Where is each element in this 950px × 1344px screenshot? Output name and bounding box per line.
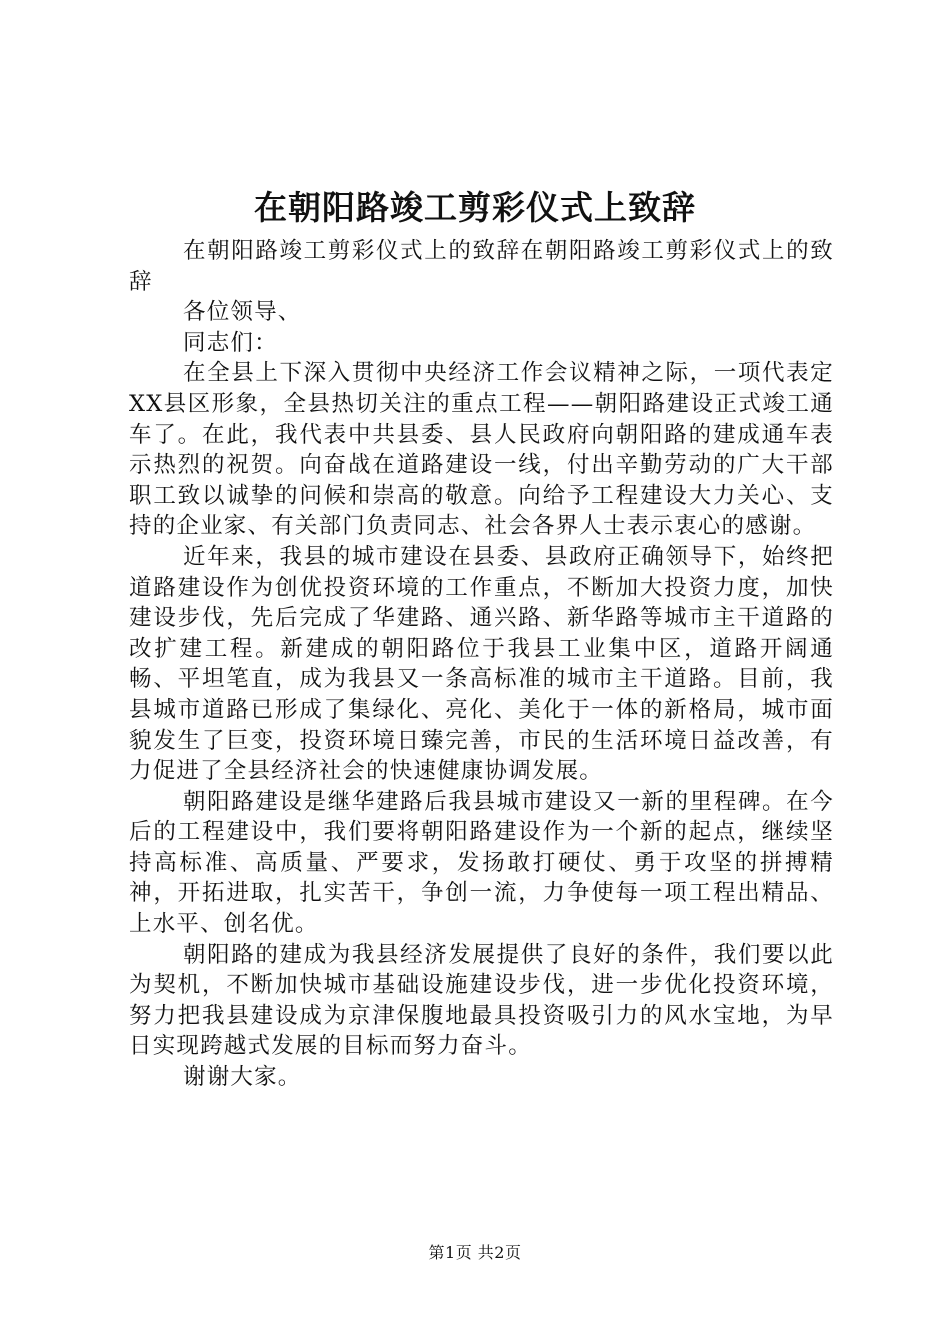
paragraph-recent-years: 近年来，我县的城市建设在县委、县政府正确领导下，始终把道路建设作为创优投资环境的工作重点，不断加大投资力度，加快建设步伐，先后完成了华建路、通兴路、新华路等城市主干道路的改扩建工程。新建成的朝阳路位于我县工业集中区，道路开阔通畅、平坦笔直，成为我县又一条高标准的城市主干道路。目前，我县城市道路已形成了集绿化、亮化、美化于一体的新格局，城市面貌发生了巨变，投资环境日臻完善，市民的生活环境日益改善，有力促进了全县经济社会的快速健康协调发展。 [129, 543, 834, 785]
paragraph-milestone: 朝阳路建设是继华建路后我县城市建设又一新的里程碑。在今后的工程建设中，我们要将朝阳路建设作为一个新的起点，继续坚持高标准、高质量、严要求，发扬敢打硬仗、勇于攻坚的拼搏精神，开拓进取，扎实苦干，争创一流，力争使每一项工程出精品、上水平、创名优。 [129, 788, 834, 938]
paragraph-opportunity: 朝阳路的建成为我县经济发展提供了良好的条件，我们要以此为契机，不断加快城市基础设施建设步伐，进一步优化投资环境，努力把我县建设成为京津保腹地最具投资吸引力的风水宝地，为早日实现跨越式发展的目标而努力奋斗。 [129, 941, 834, 1060]
paragraph-salutation-comrades: 同志们： [183, 329, 278, 356]
document-body [129, 236, 834, 1093]
paragraph-thanks: 谢谢大家。 [183, 1064, 302, 1091]
paragraph-salutation-leaders: 各位领导、 [183, 299, 302, 326]
document-title: 在朝阳路竣工剪彩仪式上致辞 [254, 188, 696, 227]
paragraph-congratulations: 在全县上下深入贯彻中央经济工作会议精神之际，一项代表定XX县区形象，全县热切关注的重点工程——朝阳路建设正式竣工通车了。在此，我代表中共县委、县人民政府向朝阳路的建成通车表示热烈的祝贺。向奋战在道路建设一线，付出辛勤劳动的广大干部职工致以诚挚的问候和崇高的敬意。向给予工程建设大力关心、支持的企业家、有关部门负责同志、社会各界人士表示衷心的感谢。 [129, 360, 834, 540]
page-number-footer: 第1页 共2页 [428, 1243, 522, 1262]
paragraph-heading-repeat: 在朝阳路竣工剪彩仪式上的致辞在朝阳路竣工剪彩仪式上的致辞 [129, 238, 834, 295]
